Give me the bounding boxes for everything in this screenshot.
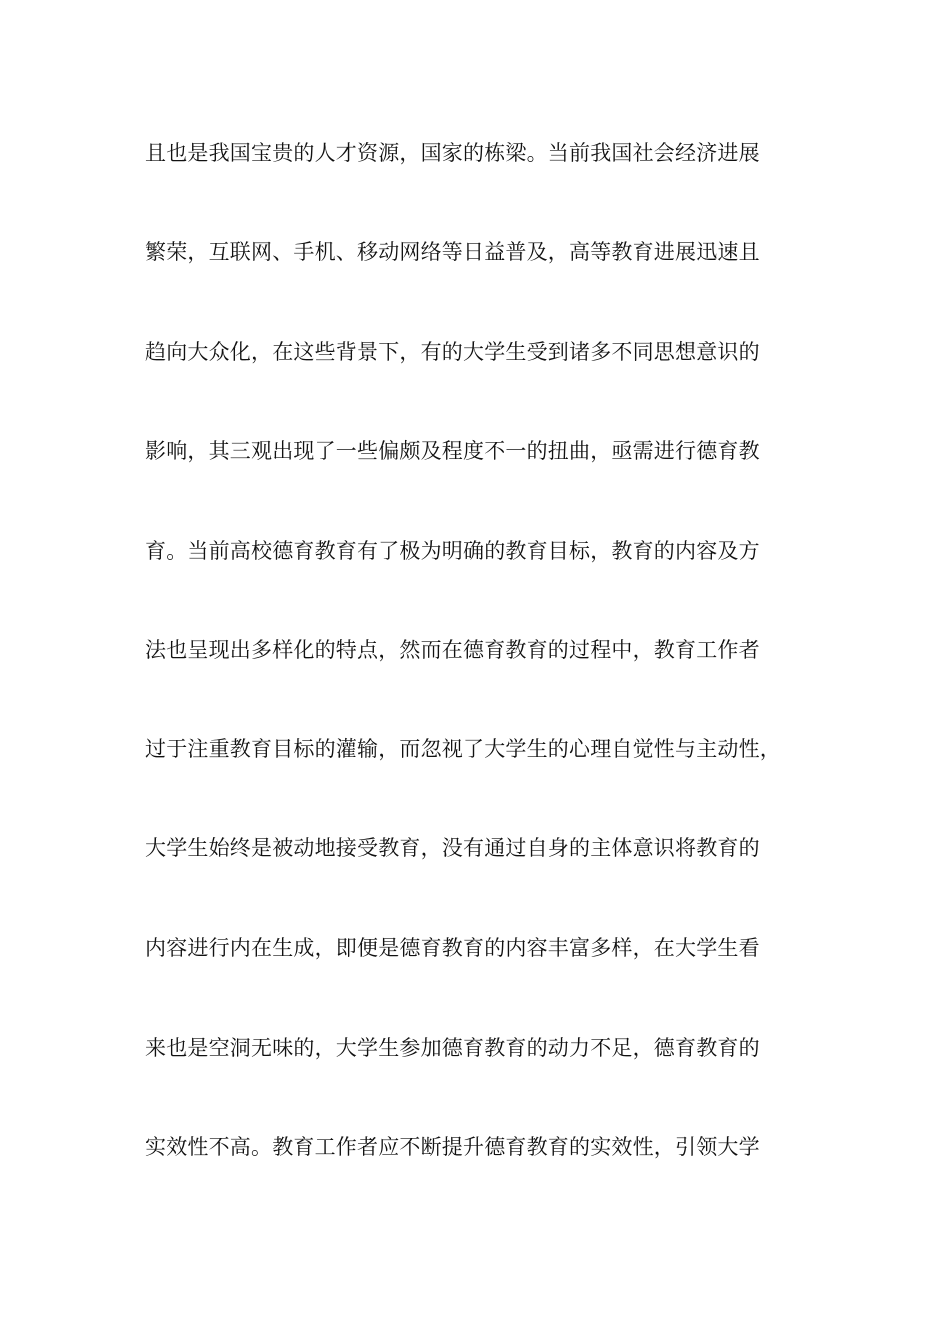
- paragraph-line: 来也是空洞无味的，大学生参加德育教育的动力不足，德育教育的: [145, 1036, 760, 1060]
- paragraph-line: 过于注重教育目标的灌输，而忽视了大学生的心理自觉性与主动性，: [145, 737, 781, 761]
- paragraph-line: 实效性不高。教育工作者应不断提升德育教育的实效性，引领大学: [145, 1135, 760, 1159]
- paragraph-line: 趋向大众化，在这些背景下，有的大学生受到诸多不同思想意识的: [145, 340, 760, 364]
- paragraph-line: 且也是我国宝贵的人才资源，国家的栋梁。当前我国社会经济进展: [145, 141, 760, 165]
- paragraph-line: 内容进行内在生成，即便是德育教育的内容丰富多样，在大学生看: [145, 936, 760, 960]
- paragraph-line: 影响，其三观出现了一些偏颇及程度不一的扭曲，亟需进行德育教: [145, 439, 760, 463]
- paragraph-line: 育。当前高校德育教育有了极为明确的教育目标，教育的内容及方: [145, 539, 760, 563]
- paragraph-line: 大学生始终是被动地接受教育，没有通过自身的主体意识将教育的: [145, 836, 760, 860]
- paragraph-line: 法也呈现出多样化的特点，然而在德育教育的过程中，教育工作者: [145, 638, 760, 662]
- paragraph-line: 繁荣，互联网、手机、移动网络等日益普及，高等教育进展迅速且: [145, 240, 760, 264]
